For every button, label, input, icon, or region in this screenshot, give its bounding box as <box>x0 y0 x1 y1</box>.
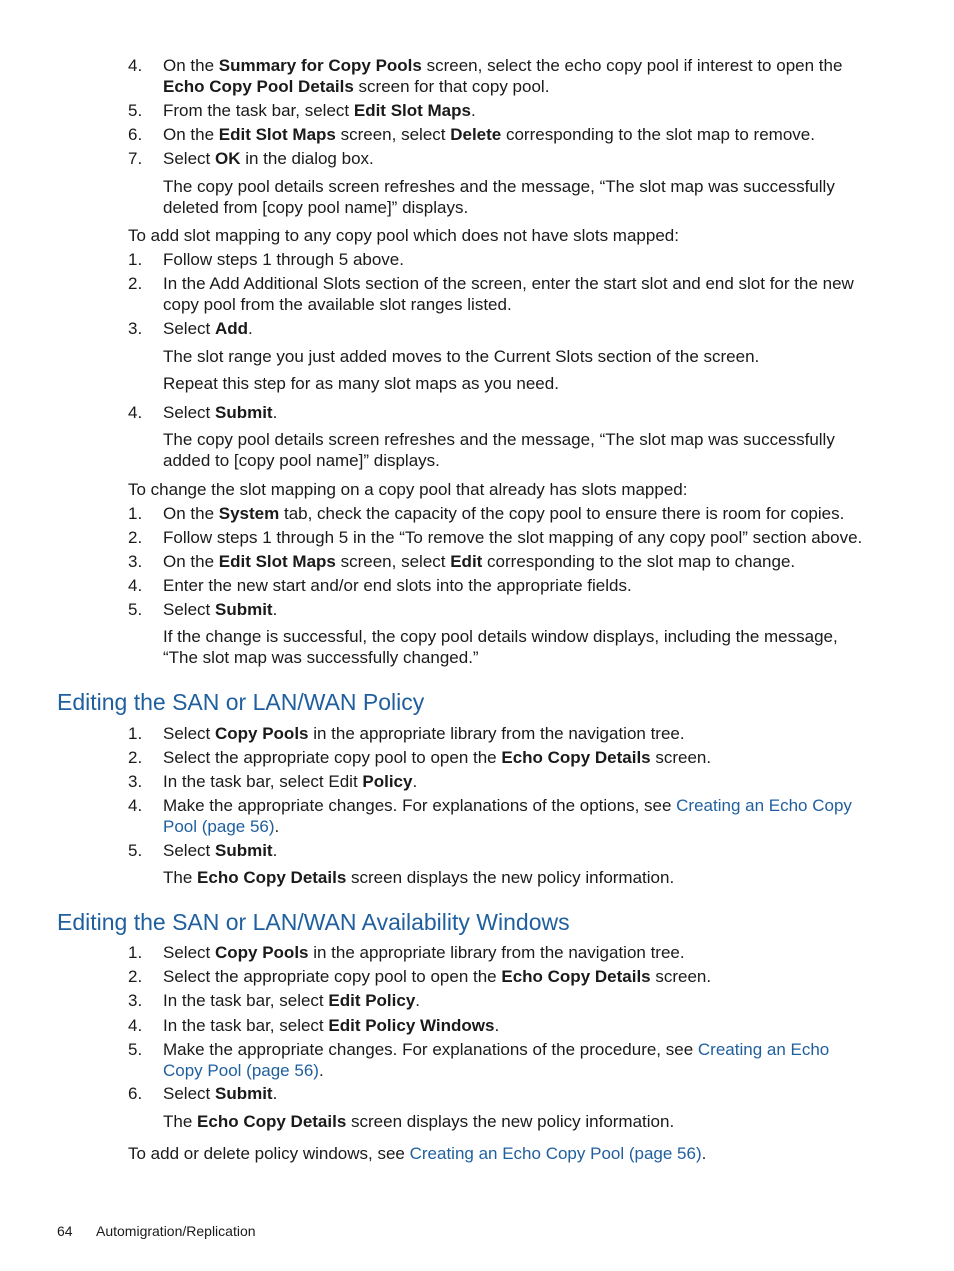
step-text: In the task bar, select Edit Policy. <box>163 772 418 791</box>
step-number: 6. <box>128 1084 143 1103</box>
step-text: Select Submit. <box>163 600 278 619</box>
step-text: In the task bar, select Edit Policy Windows. <box>163 1016 500 1035</box>
paragraph-intro-change: To change the slot mapping on a copy pool that already has slots mapped: <box>128 480 688 499</box>
step-text: Select OK in the dialog box. <box>163 149 374 168</box>
step-number: 2. <box>128 967 143 986</box>
step-text: On the Summary for Copy Pools screen, select the echo copy pool if interest to open the Echo Copy Pool Details screen for that copy pool. <box>163 56 843 96</box>
step-text: On the Edit Slot Maps screen, select Edit corresponding to the slot map to change. <box>163 552 796 571</box>
step-text: Select Add. <box>163 319 253 338</box>
step-note: The Echo Copy Details screen displays the new policy information. <box>163 868 675 887</box>
step-text: Select Copy Pools in the appropriate library from the navigation tree. <box>163 724 685 743</box>
step-number: 1. <box>128 504 143 523</box>
step-number: 3. <box>128 772 143 791</box>
step-text: On the System tab, check the capacity of the copy pool to ensure there is room for copies. <box>163 504 845 523</box>
step-number: 2. <box>128 528 143 547</box>
step-number: 5. <box>128 600 143 619</box>
step-number: 1. <box>128 943 143 962</box>
step-note: The Echo Copy Details screen displays the new policy information. <box>163 1112 675 1131</box>
step-number: 4. <box>128 403 143 422</box>
step-note: If the change is successful, the copy pool details window displays, including the message, “The slot map was successfully changed.” <box>163 627 838 667</box>
step-number: 1. <box>128 724 143 743</box>
section-heading-availability-windows: Editing the SAN or LAN/WAN Availability Windows <box>57 909 570 935</box>
step-text: Select the appropriate copy pool to open the Echo Copy Details screen. <box>163 967 712 986</box>
step-text: Make the appropriate changes. For explanations of the procedure, see Creating an Echo Copy Pool (page 56). <box>163 1040 830 1080</box>
page-number: 64 <box>57 1223 73 1239</box>
step-number: 2. <box>128 748 143 767</box>
step-number: 5. <box>128 841 143 860</box>
step-text: Make the appropriate changes. For explanations of the options, see Creating an Echo Copy Pool (page 56). <box>163 796 852 836</box>
step-text: Select Copy Pools in the appropriate library from the navigation tree. <box>163 943 685 962</box>
step-text: In the task bar, select Edit Policy. <box>163 991 421 1010</box>
step-text: Select the appropriate copy pool to open the Echo Copy Details screen. <box>163 748 712 767</box>
creating-echo-copy-pool-link[interactable]: Creating an Echo Copy Pool (page 56) <box>163 796 852 836</box>
step-note: The slot range you just added moves to the Current Slots section of the screen. <box>163 347 760 366</box>
step-number: 5. <box>128 1040 143 1059</box>
footer-section-name: Automigration/Replication <box>96 1223 256 1239</box>
step-text: From the task bar, select Edit Slot Maps. <box>163 101 476 120</box>
paragraph-intro-add: To add slot mapping to any copy pool which does not have slots mapped: <box>128 226 679 245</box>
step-number: 4. <box>128 56 143 75</box>
step-number: 2. <box>128 274 143 293</box>
step-text: Follow steps 1 through 5 in the “To remove the slot mapping of any copy pool” section above. <box>163 528 863 547</box>
step-number: 1. <box>128 250 143 269</box>
step-text: Follow steps 1 through 5 above. <box>163 250 404 269</box>
step-note: Repeat this step for as many slot maps as you need. <box>163 374 559 393</box>
step-number: 3. <box>128 319 143 338</box>
step-text: Select Submit. <box>163 1084 278 1103</box>
section-heading-policy: Editing the SAN or LAN/WAN Policy <box>57 689 425 715</box>
step-number: 4. <box>128 796 143 815</box>
creating-echo-copy-pool-link[interactable]: Creating an Echo Copy Pool (page 56) <box>163 1040 830 1080</box>
step-number: 5. <box>128 101 143 120</box>
paragraph-policy-windows: To add or delete policy windows, see Creating an Echo Copy Pool (page 56). <box>128 1144 707 1163</box>
step-number: 6. <box>128 125 143 144</box>
step-number: 4. <box>128 1016 143 1035</box>
step-number: 4. <box>128 576 143 595</box>
step-number: 3. <box>128 552 143 571</box>
step-number: 7. <box>128 149 143 168</box>
creating-echo-copy-pool-link[interactable]: Creating an Echo Copy Pool (page 56) <box>409 1144 702 1163</box>
step-text: In the Add Additional Slots section of the screen, enter the start slot and end slot for the new copy pool from the available slot ranges listed. <box>163 274 854 314</box>
step-text: Select Submit. <box>163 403 278 422</box>
step-number: 3. <box>128 991 143 1010</box>
step-text: Enter the new start and/or end slots into the appropriate fields. <box>163 576 632 595</box>
step-note: The copy pool details screen refreshes and the message, “The slot map was successfully added to [copy pool name]” displays. <box>163 430 835 470</box>
step-text: Select Submit. <box>163 841 278 860</box>
step-text: On the Edit Slot Maps screen, select Delete corresponding to the slot map to remove. <box>163 125 815 144</box>
step-note: The copy pool details screen refreshes and the message, “The slot map was successfully deleted from [copy pool name]” displays. <box>163 177 835 217</box>
